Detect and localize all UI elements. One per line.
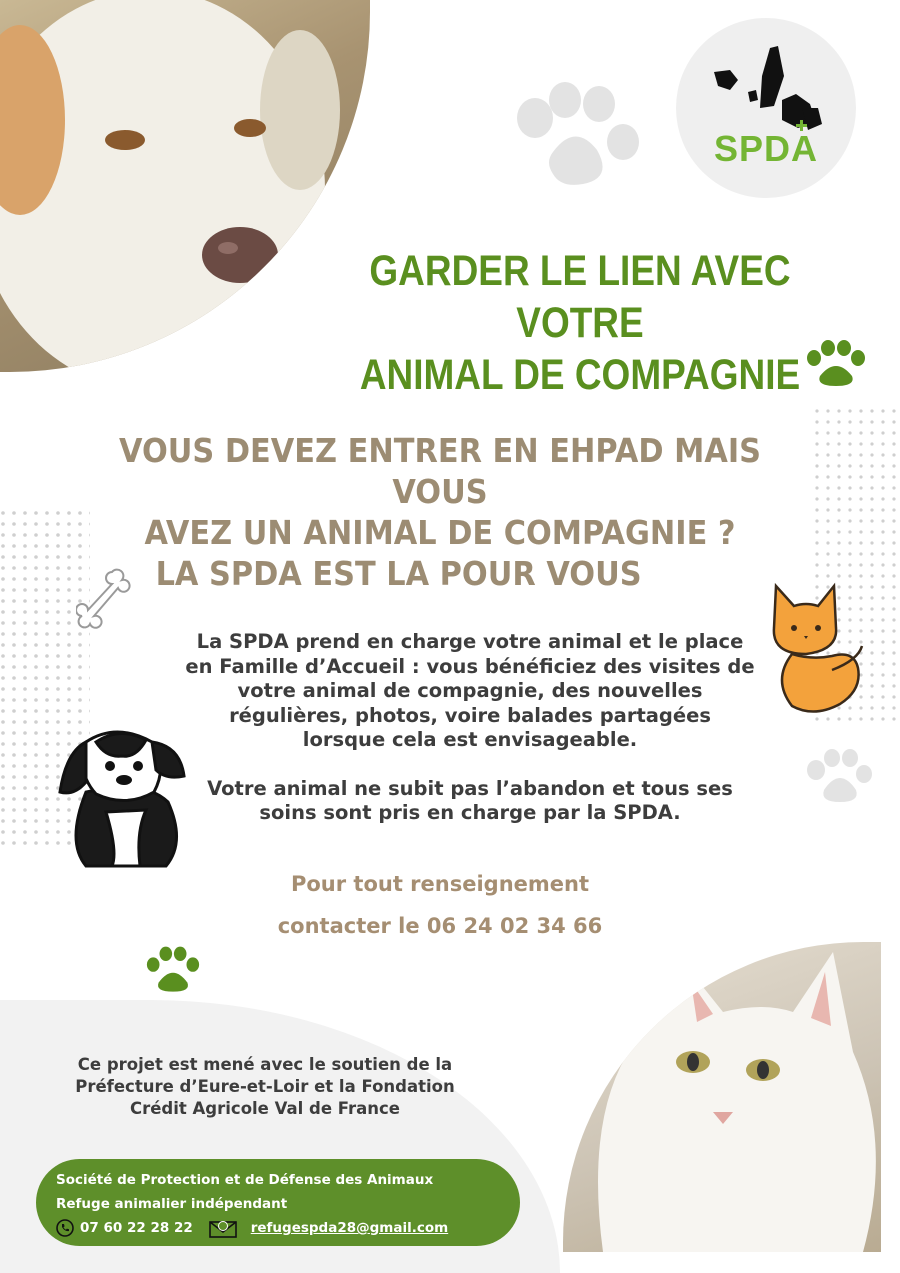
logo-text: SPDA [713, 128, 819, 169]
footer-org-name: Société de Protection et de Défense des Animaux [56, 1172, 434, 1188]
contact-line1: Pour tout renseignement [290, 872, 590, 896]
contact-block [210, 872, 670, 956]
question-line1: VOUS DEVEZ ENTRER EN EHPAD MAIS VOUS [118, 431, 762, 511]
support-line1: Ce projet est mené avec le soutien de la [77, 1055, 453, 1074]
footer-phone[interactable]: 07 60 22 28 22 [80, 1220, 193, 1236]
main-title-line1: GARDER LE LIEN AVEC VOTRE [369, 247, 791, 347]
question-headline [90, 430, 789, 594]
footer-tagline: Refuge animalier indépendant [56, 1196, 288, 1212]
support-text [40, 1054, 490, 1120]
contact-phone[interactable]: contacter le 06 24 02 34 66 [277, 914, 603, 938]
animals-silhouette-icon [712, 46, 822, 131]
support-line3: Crédit Agricole Val de France [130, 1099, 400, 1118]
footer-email-link[interactable]: refugespda28@gmail.com [250, 1220, 449, 1236]
puppy-illustration [56, 722, 190, 872]
main-title-line2: ANIMAL DE COMPAGNIE [359, 351, 801, 399]
spda-logo [676, 18, 856, 198]
body-paragraph-1: La SPDA prend en charge votre animal et le place en Famille d’Accueil : vous bénéficiez des visites de votre animal de compagnie, des nouvelles régulières, photos, voire balades partagées lorsque cela est envisageable. [185, 630, 755, 751]
footer-contact-row [56, 1218, 448, 1238]
envelope-icon [209, 1218, 237, 1238]
phone-icon [56, 1219, 74, 1237]
main-title [313, 245, 846, 401]
footer-contact-pill [36, 1159, 520, 1246]
orange-cat-illustration [762, 580, 866, 718]
green-paw-icon [806, 340, 866, 388]
body-text [185, 630, 755, 850]
green-paw-icon-bottom [146, 946, 200, 994]
support-line2: Préfecture d’Eure-et-Loir et la Fondation [75, 1077, 455, 1096]
body-paragraph-2: Votre animal ne subit pas l’abandon et tous ses soins sont pris en charge par la SPDA. [207, 776, 733, 824]
question-line2: AVEZ UN ANIMAL DE COMPAGNIE ? [144, 513, 736, 552]
paw-icon [513, 82, 641, 188]
bone-icon [76, 566, 132, 632]
cat-photo [563, 942, 881, 1252]
grey-paw-icon [806, 748, 872, 804]
question-line3: LA SPDA EST LA POUR VOUS [155, 554, 642, 593]
